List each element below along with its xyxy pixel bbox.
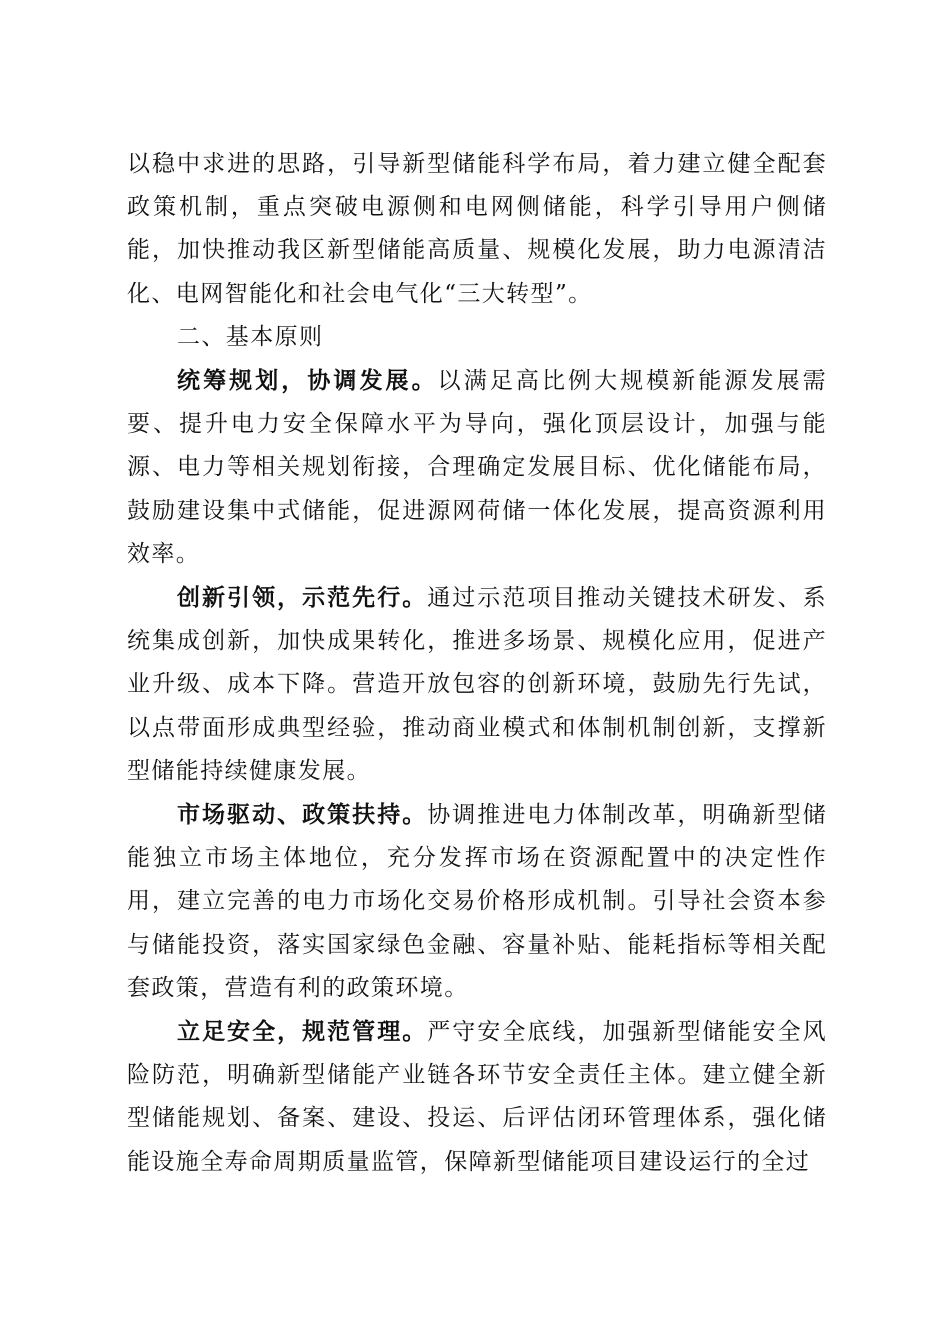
paragraph-text: 以稳中求进的思路，引导新型储能科学布局，着力建立健全配套政策机制，重点突破电源侧和电网侧储能，科学引导用户侧储能，加快推动我区新型储能高质量、规模化发展，助力电源清洁化、电网智能化和社会电气化“三大转型”。: [127, 151, 827, 307]
section-heading-text: 二、基本原则: [177, 323, 324, 350]
principle-lead: 创新引领，示范先行。: [177, 584, 428, 612]
paragraph-text: 以满足高比例大规模新能源发展需要、提升电力安全保障水平为导向，强化顶层设计，加强与能源、电力等相关规划衔接，合理确定发展目标、优化储能布局，鼓励建设集中式储能，促进源网荷储一体化发展，提高资源利用效率。: [127, 368, 828, 567]
paragraph-principle-market: [127, 793, 827, 1010]
section-heading-basic-principles: [127, 316, 827, 359]
principle-lead: 市场驱动、政策扶持。: [177, 801, 428, 829]
paragraph-guiding-idea: [127, 143, 827, 316]
paragraph-principle-safety: [127, 1010, 827, 1184]
paragraph-text: 通过示范项目推动关键技术研发、系统集成创新，加快成果转化，推进多场景、规模化应用，促进产业升级、成本下降。营造开放包容的创新环境，鼓励先行先试，以点带面形成典型经验，推动商业模式和体制机制创新，支撑新型储能持续健康发展。: [127, 585, 828, 784]
paragraph-principle-innovation: [127, 576, 827, 793]
document-body: [127, 143, 827, 1184]
paragraph-principle-planning: [127, 359, 827, 576]
principle-lead: 统筹规划，协调发展。: [177, 367, 438, 395]
principle-lead: 立足安全，规范管理。: [177, 1018, 428, 1046]
paragraph-text: 协调推进电力体制改革，明确新型储能独立市场主体地位，充分发挥市场在资源配置中的决定性作用，建立完善的电力市场化交易价格形成机制。引导社会资本参与储能投资，落实国家绿色金融、容量补贴、能耗指标等相关配套政策，营造有利的政策环境。: [127, 802, 828, 1001]
paragraph-text: 严守安全底线，加强新型储能安全风险防范，明确新型储能产业链各环节安全责任主体。建立健全新型储能规划、备案、建设、投运、后评估闭环管理体系，强化储能设施全寿命周期质量监管，保障新型储能项目建设运行的全过: [127, 1019, 828, 1175]
